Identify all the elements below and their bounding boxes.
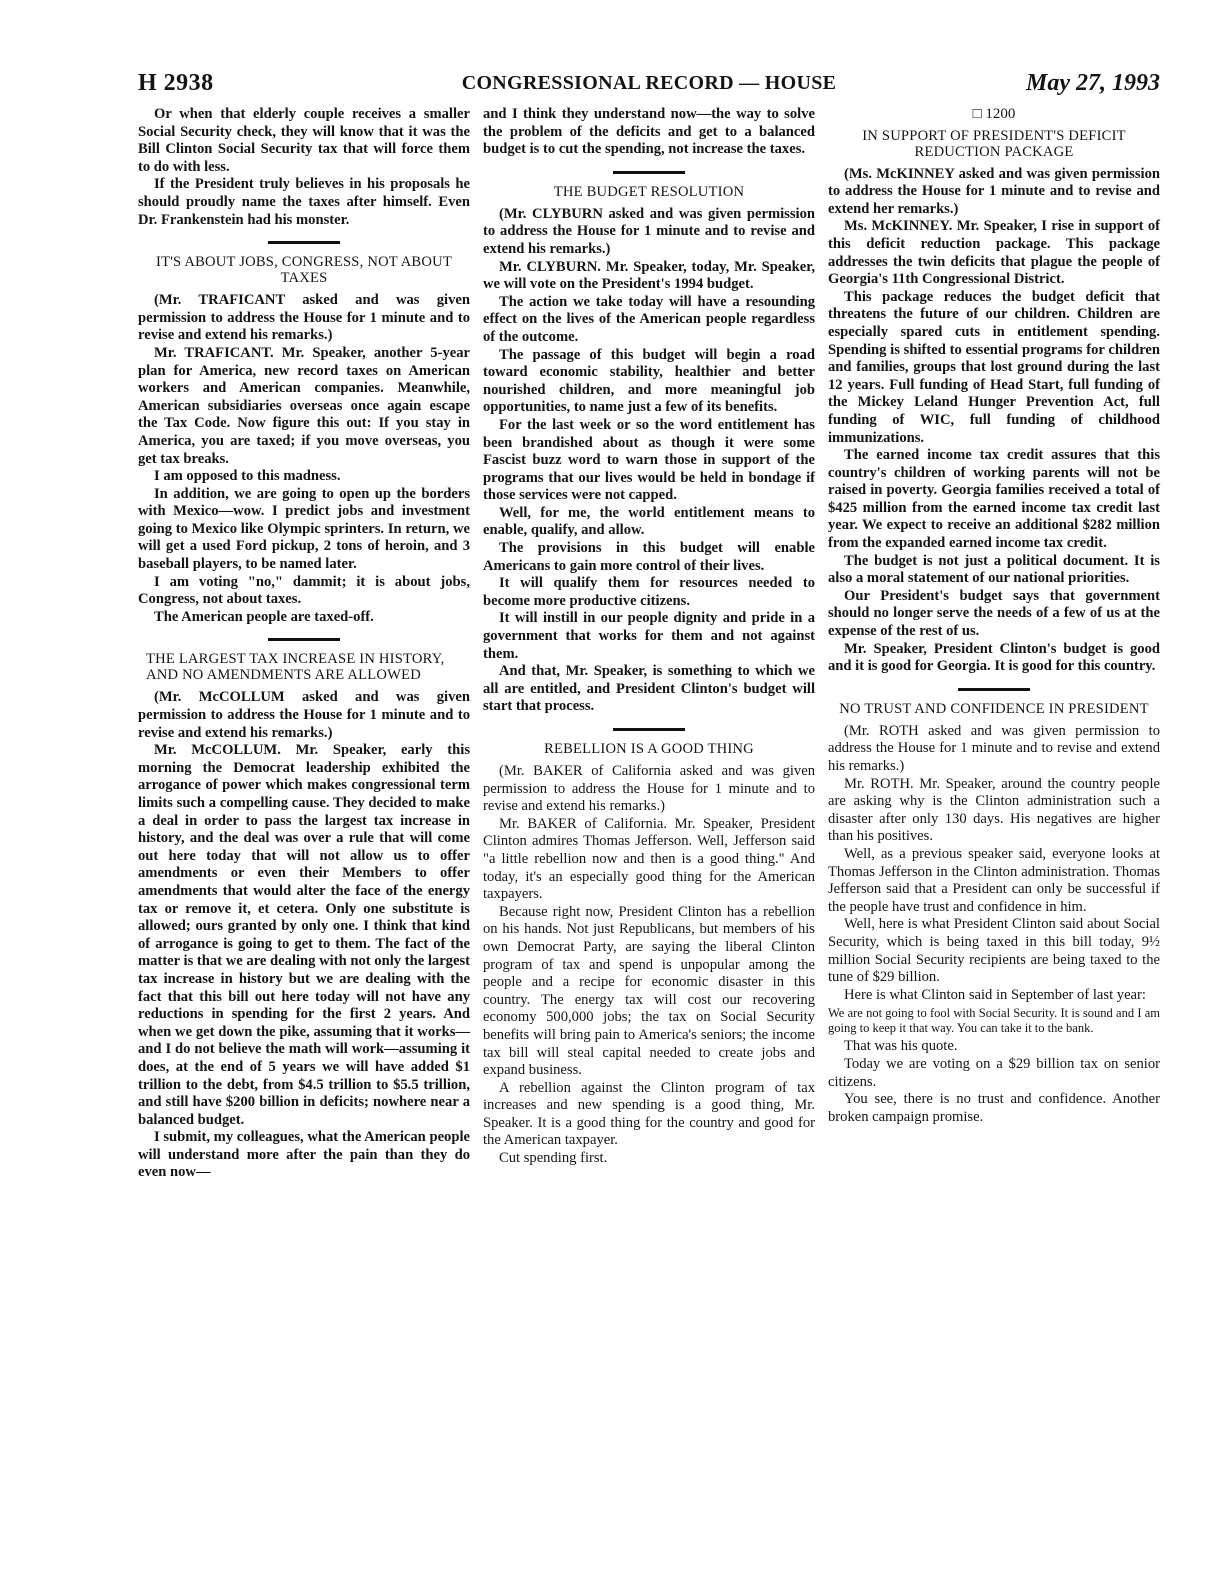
paragraph: Well, as a previous speaker said, everyone looks at Thomas Jefferson in the Clinton administration. Thomas Jefferson said that a President can only be successful if the people have trust and confidence in him. xyxy=(828,845,1160,915)
section-heading: THE BUDGET RESOLUTION xyxy=(553,183,745,200)
paragraph: For the last week or so the word entitlement has been brandished about as though it were some Fascist buzz word to warn those in support of the programs that our lives would be held in bondage if those services were not capped. xyxy=(483,416,815,504)
paragraph: Well, for me, the world entitlement means to enable, qualify, and allow. xyxy=(483,504,815,539)
paragraph: And that, Mr. Speaker, is something to which we all are entitled, and President Clinton's budget will start that process. xyxy=(483,663,815,715)
paragraph: Because right now, President Clinton has a rebellion on his hands. Not just Republicans, but members of his own Democrat Party, are saying the liberal Clinton program of tax and spend is unpopular among the people and a recipe for economic disaster in this country. The energy tax will cost our recovering economy 500,000 jobs; the tax on Social Security benefits will bring pain to America's seniors; the income tax bill will steal capital needed to create jobs and expand business. xyxy=(483,903,815,1079)
paragraph: Well, here is what President Clinton said about Social Security, which is being taxed in this bill today, 9½ million Social Security recipients are being taxed to the tune of $29 billion. xyxy=(828,916,1160,986)
section-heading: IT'S ABOUT JOBS, CONGRESS, NOT ABOUT TAXES xyxy=(156,254,452,287)
paragraph: Today we are voting on a $29 billion tax on senior citizens. xyxy=(828,1055,1160,1090)
paragraph: A rebellion against the Clinton program of tax increases and new spending is a good thing, Mr. Speaker. It is a good thing for the country and good for the American taxpayer. xyxy=(483,1079,815,1149)
paragraph: I am opposed to this madness. xyxy=(154,468,341,485)
paragraph: (Ms. McKINNEY asked and was given permission to address the House for 1 minute and to revise and extend her remarks.) xyxy=(828,165,1160,217)
paragraph: It will qualify them for resources needed to become more productive citizens. xyxy=(483,575,815,609)
paragraph: Mr. TRAFICANT. Mr. Speaker, another 5-year plan for America, new record taxes on American workers and American companies. Meanwhile, American subsidiaries overseas once again escape the Tax Code. Now figure this out: If you stay in America, you are taxed; if you move overseas, you get tax breaks. xyxy=(138,344,470,467)
quotation: We are not going to fool with Social Security. It is sound and I am going to keep it that way. You can take it to the bank. xyxy=(828,1006,1160,1036)
paragraph: (Mr. McCOLLUM asked and was given permission to address the House for 1 minute and to revise and extend his remarks.) xyxy=(138,689,470,741)
section-divider xyxy=(268,241,340,244)
paragraph: I am voting "no," dammit; it is about jobs, Congress, not about taxes. xyxy=(138,573,470,608)
paragraph: That was his quote. xyxy=(844,1038,958,1055)
paragraph: If the President truly believes in his proposals he should proudly name the taxes after himself. Even Dr. Frankenstein had his monster. xyxy=(138,176,470,228)
time-marker: □ 1200 xyxy=(972,106,1016,122)
section-divider xyxy=(613,171,685,174)
section-heading: IN SUPPORT OF PRESIDENT'S DEFICIT REDUCTION PACKAGE xyxy=(862,127,1126,160)
paragraph: Mr. Speaker, President Clinton's budget is good and it is good for Georgia. It is good for this country. xyxy=(828,640,1160,675)
paragraph: and I think they understand now—the way to solve the problem of the deficits and get to a balanced budget is to cut the spending, not increase the taxes. xyxy=(483,106,815,158)
section-divider xyxy=(268,638,340,641)
page-number: H 2938 xyxy=(138,70,214,96)
issue-date: May 27, 1993 xyxy=(1026,70,1160,96)
paragraph: The action we take today will have a resounding effect on the lives of the American people regardless of the outcome. xyxy=(483,293,815,345)
section-heading: NO TRUST AND CONFIDENCE IN PRESIDENT xyxy=(839,700,1149,717)
paragraph: In addition, we are going to open up the borders with Mexico—wow. I predict jobs and investment going to Mexico like Olympic sprinters. In return, we will get a used Ford pickup, 2 tons of heroin, and 3 baseball players, to be named later. xyxy=(138,485,470,573)
paragraph: (Mr. CLYBURN asked and was given permission to address the House for 1 minute and to revise and extend his remarks.) xyxy=(483,205,815,257)
paragraph: You see, there is no trust and confidence. Another broken campaign promise. xyxy=(828,1091,1160,1125)
paragraph: (Mr. BAKER of California asked and was given permission to address the House for 1 minute and to revise and extend his remarks.) xyxy=(483,763,815,815)
publication-title: CONGRESSIONAL RECORD — HOUSE xyxy=(461,72,837,94)
column-3 xyxy=(828,106,1160,1126)
paragraph: Here is what Clinton said in September of last year: xyxy=(844,986,1146,1003)
paragraph: The American people are taxed-off. xyxy=(154,608,374,625)
paragraph: The earned income tax credit assures that this country's children of working parents will not be raised in poverty. Georgia families received a total of $425 million from the earned income tax credit last year. We expect to receive an additional $282 million from the expanded earned income tax credit. xyxy=(828,447,1160,552)
paragraph: It will instill in our people dignity and pride in a government that works for them and not against them. xyxy=(483,610,815,662)
paragraph: Mr. ROTH. Mr. Speaker, around the country people are asking why is the Clinton administration such a disaster after only 130 days. His negatives are higher than his positives. xyxy=(828,775,1160,845)
paragraph: Cut spending first. xyxy=(499,1150,608,1167)
column-1 xyxy=(138,106,470,1182)
section-divider xyxy=(958,688,1030,691)
paragraph: The provisions in this budget will enable Americans to gain more control of their lives. xyxy=(483,540,815,574)
paragraph: Mr. BAKER of California. Mr. Speaker, President Clinton admires Thomas Jefferson. Well, Jefferson said "a little rebellion now and then is a good thing." And today, it's an especially good thing for the American taxpayers. xyxy=(483,815,815,903)
section-heading: REBELLION IS A GOOD THING xyxy=(544,741,754,757)
paragraph: (Mr. ROTH asked and was given permission to address the House for 1 minute and to revise and extend his remarks.) xyxy=(828,722,1160,774)
page-header xyxy=(138,70,1160,104)
paragraph: I submit, my colleagues, what the American people will understand more after the pain than they do even now— xyxy=(138,1129,470,1181)
paragraph: The budget is not just a political document. It is also a moral statement of our national priorities. xyxy=(828,552,1160,587)
paragraph: Ms. McKINNEY. Mr. Speaker, I rise in support of this deficit reduction package. This package addresses the twin deficits that plague the people of Georgia's 11th Congressional District. xyxy=(828,218,1160,288)
paragraph: The passage of this budget will begin a road toward economic stability, healthier and better nourished children, and more meaningful job opportunities, to name just a few of its benefits. xyxy=(483,346,815,416)
paragraph: Our President's budget says that government should no longer serve the needs of a few of us at the expense of the rest of us. xyxy=(828,587,1160,640)
paragraph: Mr. McCOLLUM. Mr. Speaker, early this morning the Democrat leadership exhibited the arrogance of power which makes congressional term limits such a compelling cause. They decided to make a deal in order to pass the largest tax increase in history, and the deal was over a rule that will come out here today that will not allow us to offer amendments or even their Members to offer amendments that would alter the face of the energy tax or remove it, et cetera. Only one substitute is allowed; ours granted by only one. I think that kind of arrogance is going to get to them. The fact of the matter is that we are dealing with not only the largest tax increase in history but we are dealing with the fact that this bill out here today will not have any reductions in spending for the first 2 years. And when we get down the pike, assuming that it works—and I do not believe the math will work—assuming it does, at the end of 5 years we will have added $1 trillion to the debt, from $4.5 trillion to $5.5 trillion, and still have $200 billion in deficits; nowhere near a balanced budget. xyxy=(138,742,470,1128)
section-heading: THE LARGEST TAX INCREASE IN HISTORY, AND NO AMENDMENTS ARE ALLOWED xyxy=(146,651,445,684)
paragraph: Mr. CLYBURN. Mr. Speaker, today, Mr. Speaker, we will vote on the President's 1994 budget. xyxy=(483,258,815,293)
paragraph: Or when that elderly couple receives a smaller Social Security check, they will know that it was the Bill Clinton Social Security tax that will force them to do with less. xyxy=(138,106,470,175)
column-2 xyxy=(483,106,815,1168)
paragraph: This package reduces the budget deficit that threatens the future of our children. Children are especially spared cuts in entitlement spending. Spending is shifted to essential programs for children and families, groups that lost ground during the last 12 years. Full funding of Head Start, full funding of the Mickey Leland Hunger Prevention Act, full funding of WIC, full funding of childhood immunizations. xyxy=(828,288,1160,446)
paragraph: (Mr. TRAFICANT asked and was given permission to address the House for 1 minute and to revise and extend his remarks.) xyxy=(138,292,470,344)
section-divider xyxy=(613,728,685,731)
